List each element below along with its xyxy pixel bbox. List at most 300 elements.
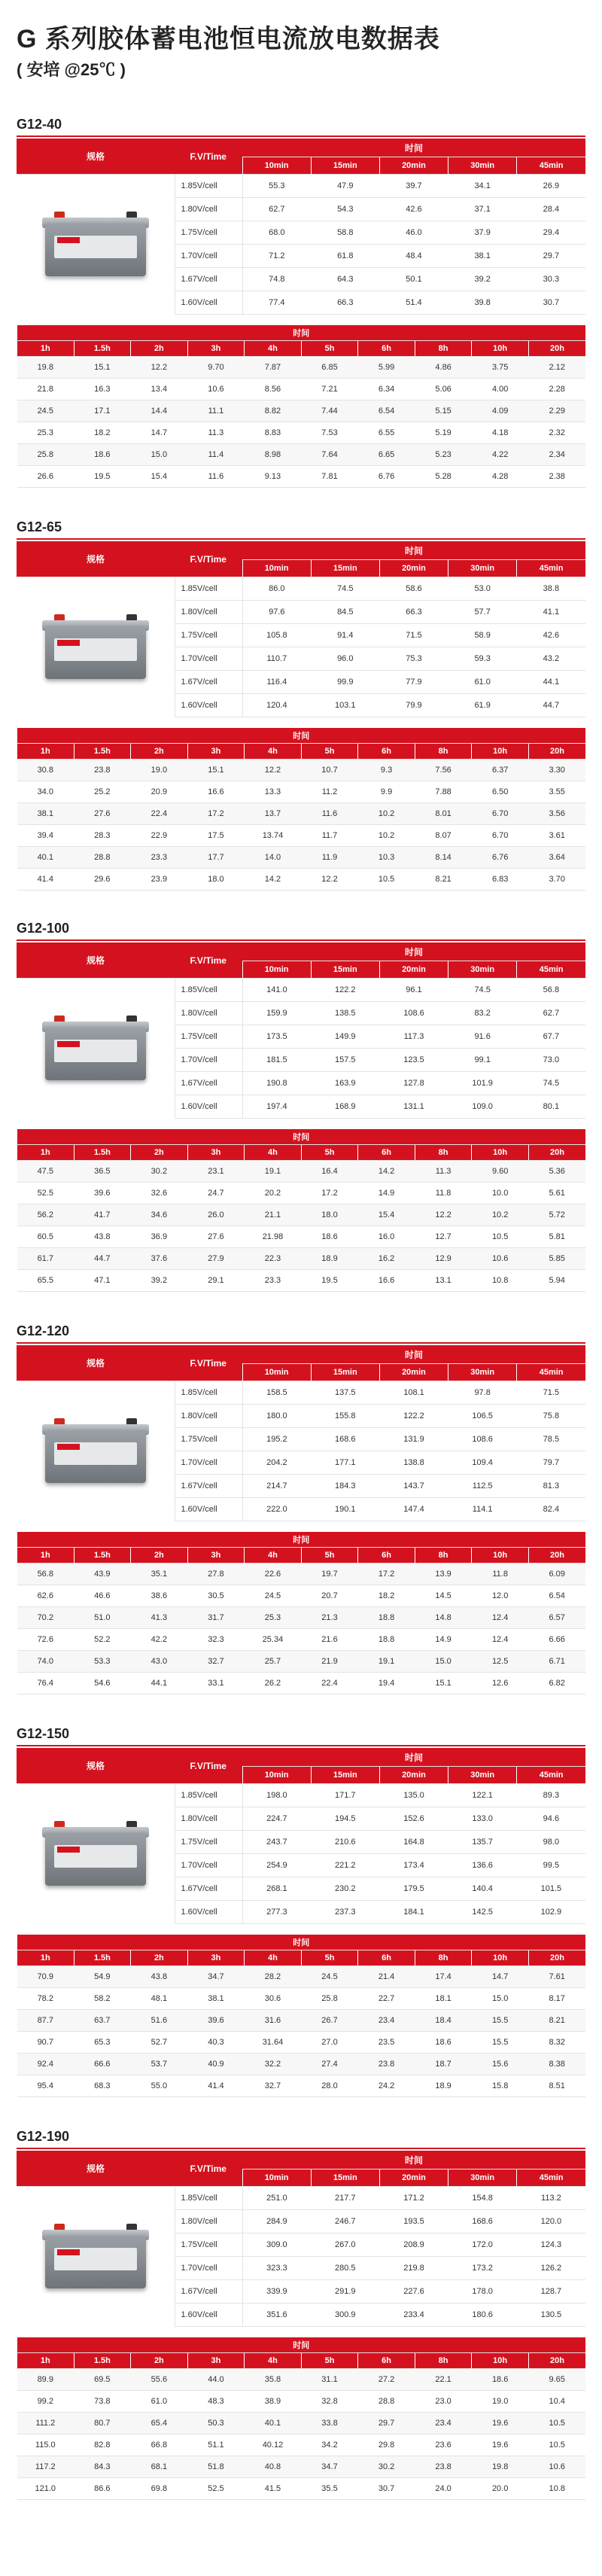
- table-cell: 37.6: [131, 1248, 188, 1270]
- table-cell: 6.37: [472, 760, 529, 781]
- table-cell: 15.1: [74, 357, 131, 379]
- table-cell: 72.6: [17, 1629, 74, 1651]
- table-cell: 18.6: [74, 444, 131, 466]
- table-cell: 14.2: [245, 869, 302, 891]
- table-cell: 30.7: [358, 2478, 415, 2500]
- table-cell: 28.3: [74, 825, 131, 847]
- table-cell: 3.56: [528, 803, 585, 825]
- table-cell: 27.2: [358, 2369, 415, 2391]
- table-cell: 323.3: [242, 2257, 311, 2280]
- table-cell: 34.1: [448, 175, 517, 198]
- column-header: 45min: [517, 560, 585, 577]
- table-cell: 99.1: [448, 1049, 517, 1072]
- table-cell: 82.8: [74, 2434, 131, 2456]
- table-cell: 32.2: [245, 2054, 302, 2075]
- voltage-label: 1.85V/cell: [175, 2187, 242, 2210]
- table-cell: 172.0: [448, 2233, 517, 2257]
- table-cell: 30.5: [187, 1585, 245, 1607]
- table-cell: 17.2: [301, 1183, 358, 1204]
- column-header: 3h: [187, 744, 245, 760]
- table-cell: 19.0: [131, 760, 188, 781]
- table-cell: 95.4: [17, 2075, 74, 2097]
- table-cell: 7.81: [301, 466, 358, 488]
- table-cell: 180.6: [448, 2303, 517, 2327]
- table-cell: 11.6: [301, 803, 358, 825]
- table-cell: 173.2: [448, 2257, 517, 2280]
- voltage-label: 1.70V/cell: [175, 1049, 242, 1072]
- table-cell: 16.2: [358, 1248, 415, 1270]
- column-header: 5h: [301, 1145, 358, 1161]
- table-row: [17, 2456, 586, 2478]
- column-header: 15min: [311, 157, 379, 175]
- table-cell: 77.4: [242, 291, 311, 315]
- table-cell: 9.65: [528, 2369, 585, 2391]
- short-discharge-table: [17, 1345, 585, 1521]
- table-cell: 9.70: [187, 357, 245, 379]
- voltage-label: 1.67V/cell: [175, 1877, 242, 1901]
- table-cell: 195.2: [242, 1428, 311, 1451]
- table-cell: 115.0: [17, 2434, 74, 2456]
- table-cell: 114.1: [448, 1498, 517, 1521]
- table-cell: 86.6: [74, 2478, 131, 2500]
- table-cell: 131.9: [379, 1428, 448, 1451]
- table-cell: 159.9: [242, 1002, 311, 1025]
- short-discharge-table: [17, 942, 585, 1119]
- column-header: 20h: [528, 744, 585, 760]
- table-cell: 57.7: [448, 601, 517, 624]
- table-cell: 128.7: [517, 2280, 585, 2303]
- column-header: 8h: [415, 744, 472, 760]
- table-cell: 53.3: [74, 1651, 131, 1673]
- table-cell: 6.34: [358, 379, 415, 400]
- table-cell: 233.4: [379, 2303, 448, 2327]
- column-header: 6h: [358, 1950, 415, 1966]
- voltage-label: 1.75V/cell: [175, 2233, 242, 2257]
- table-cell: 99.9: [311, 671, 379, 694]
- table-cell: 54.9: [74, 1966, 131, 1988]
- table-cell: 27.0: [301, 2032, 358, 2054]
- time-header: 时间: [242, 2151, 585, 2170]
- table-cell: 219.8: [379, 2257, 448, 2280]
- table-cell: 55.0: [131, 2075, 188, 2097]
- table-cell: 32.3: [187, 1629, 245, 1651]
- table-cell: 10.5: [528, 2413, 585, 2434]
- table-cell: 28.4: [517, 198, 585, 221]
- table-cell: 140.4: [448, 1877, 517, 1901]
- voltage-label: 1.75V/cell: [175, 1428, 242, 1451]
- table-cell: 171.2: [379, 2187, 448, 2210]
- column-header: 3h: [187, 1548, 245, 1564]
- column-header: 45min: [517, 1364, 585, 1381]
- table-cell: 24.7: [187, 1183, 245, 1204]
- table-cell: 163.9: [311, 1072, 379, 1095]
- table-cell: 79.7: [517, 1451, 585, 1475]
- table-cell: 81.3: [517, 1475, 585, 1498]
- table-cell: 18.2: [74, 422, 131, 444]
- table-cell: 2.28: [528, 379, 585, 400]
- table-cell: 10.8: [472, 1270, 529, 1292]
- table-cell: 96.0: [311, 647, 379, 671]
- table-cell: 28.8: [74, 847, 131, 869]
- time-header: 时间: [17, 325, 586, 341]
- table-cell: 31.7: [187, 1607, 245, 1629]
- table-cell: 56.8: [17, 1564, 74, 1585]
- table-cell: 268.1: [242, 1877, 311, 1901]
- table-cell: 99.2: [17, 2391, 74, 2413]
- table-cell: 68.1: [131, 2456, 188, 2478]
- table-cell: 12.2: [245, 760, 302, 781]
- table-cell: 38.1: [187, 1988, 245, 2010]
- table-cell: 291.9: [311, 2280, 379, 2303]
- column-header: 10min: [242, 1767, 311, 1784]
- long-discharge-table: [17, 2337, 585, 2500]
- table-cell: 54.6: [74, 1673, 131, 1694]
- table-cell: 41.4: [187, 2075, 245, 2097]
- table-cell: 42.6: [517, 624, 585, 647]
- table-cell: 12.2: [301, 869, 358, 891]
- model-section: [17, 1722, 585, 2097]
- model-name: G12-120: [17, 1323, 70, 1338]
- time-header: 时间: [17, 1935, 586, 1950]
- table-cell: 67.7: [517, 1025, 585, 1049]
- table-cell: 12.0: [472, 1585, 529, 1607]
- table-cell: 29.7: [358, 2413, 415, 2434]
- long-discharge-table: [17, 728, 585, 891]
- table-cell: 14.0: [245, 847, 302, 869]
- table-cell: 44.1: [131, 1673, 188, 1694]
- column-header: 15min: [311, 560, 379, 577]
- table-cell: 18.7: [415, 2054, 472, 2075]
- table-cell: 23.3: [245, 1270, 302, 1292]
- table-cell: 80.1: [517, 1095, 585, 1119]
- table-cell: 19.7: [301, 1564, 358, 1585]
- table-cell: 51.4: [379, 291, 448, 315]
- table-cell: 29.4: [517, 221, 585, 245]
- table-cell: 18.4: [415, 2010, 472, 2032]
- voltage-label: 1.67V/cell: [175, 2280, 242, 2303]
- table-cell: 4.28: [472, 466, 529, 488]
- table-cell: 71.2: [242, 245, 311, 268]
- table-cell: 74.8: [242, 268, 311, 291]
- table-cell: 6.09: [528, 1564, 585, 1585]
- table-cell: 168.6: [448, 2210, 517, 2233]
- column-header: 20h: [528, 2353, 585, 2369]
- battery-image: [17, 1381, 175, 1521]
- table-cell: 8.51: [528, 2075, 585, 2097]
- table-cell: 227.6: [379, 2280, 448, 2303]
- table-cell: 18.1: [415, 1988, 472, 2010]
- table-cell: 64.3: [311, 268, 379, 291]
- table-cell: 138.5: [311, 1002, 379, 1025]
- time-header: 时间: [242, 942, 585, 961]
- table-cell: 10.6: [528, 2456, 585, 2478]
- table-cell: 48.3: [187, 2391, 245, 2413]
- table-cell: 5.15: [415, 400, 472, 422]
- divider: [17, 135, 585, 137]
- column-header: 1.5h: [74, 341, 131, 357]
- column-header: 10min: [242, 961, 311, 979]
- table-cell: 43.9: [74, 1564, 131, 1585]
- table-cell: 5.81: [528, 1226, 585, 1248]
- time-header: 时间: [242, 541, 585, 560]
- table-cell: 43.8: [74, 1226, 131, 1248]
- time-header: 时间: [17, 1532, 586, 1548]
- table-cell: 87.7: [17, 2010, 74, 2032]
- table-cell: 25.34: [245, 1629, 302, 1651]
- column-header: 10h: [472, 1950, 529, 1966]
- table-cell: 22.3: [245, 1248, 302, 1270]
- table-cell: 62.7: [517, 1002, 585, 1025]
- table-cell: 8.83: [245, 422, 302, 444]
- table-cell: 7.87: [245, 357, 302, 379]
- table-cell: 173.4: [379, 1854, 448, 1877]
- table-cell: 50.1: [379, 268, 448, 291]
- table-cell: 37.9: [448, 221, 517, 245]
- column-header: 6h: [358, 744, 415, 760]
- divider: [17, 1342, 585, 1344]
- table-cell: 42.6: [379, 198, 448, 221]
- table-cell: 101.9: [448, 1072, 517, 1095]
- column-header: 5h: [301, 2353, 358, 2369]
- table-cell: 61.0: [448, 671, 517, 694]
- table-cell: 8.21: [528, 2010, 585, 2032]
- table-cell: 10.5: [472, 1226, 529, 1248]
- table-cell: 31.6: [245, 2010, 302, 2032]
- table-cell: 123.5: [379, 1049, 448, 1072]
- table-cell: 23.4: [415, 2413, 472, 2434]
- table-cell: 80.7: [74, 2413, 131, 2434]
- table-cell: 40.1: [245, 2413, 302, 2434]
- table-cell: 74.5: [448, 979, 517, 1002]
- voltage-label: 1.80V/cell: [175, 198, 242, 221]
- column-header: 10min: [242, 157, 311, 175]
- table-cell: 149.9: [311, 1025, 379, 1049]
- model-name: G12-190: [17, 2129, 70, 2144]
- table-cell: 7.88: [415, 781, 472, 803]
- table-cell: 21.6: [301, 1629, 358, 1651]
- table-cell: 73.0: [517, 1049, 585, 1072]
- voltage-label: 1.80V/cell: [175, 601, 242, 624]
- table-row: [17, 1564, 586, 1585]
- table-cell: 8.01: [415, 803, 472, 825]
- table-cell: 10.2: [358, 825, 415, 847]
- table-cell: 339.9: [242, 2280, 311, 2303]
- table-cell: 14.7: [472, 1966, 529, 1988]
- table-row: [17, 2413, 586, 2434]
- table-cell: 18.6: [301, 1226, 358, 1248]
- voltage-label: 1.80V/cell: [175, 1807, 242, 1831]
- table-cell: 103.1: [311, 694, 379, 717]
- table-cell: 7.21: [301, 379, 358, 400]
- column-header: 6h: [358, 1548, 415, 1564]
- column-header: 20h: [528, 1145, 585, 1161]
- column-header: 2h: [131, 1145, 188, 1161]
- table-cell: 22.9: [131, 825, 188, 847]
- table-row: [17, 979, 585, 1002]
- table-cell: 112.5: [448, 1475, 517, 1498]
- table-cell: 11.8: [415, 1183, 472, 1204]
- table-cell: 111.2: [17, 2413, 74, 2434]
- voltage-label: 1.80V/cell: [175, 1002, 242, 1025]
- table-cell: 23.0: [415, 2391, 472, 2413]
- table-cell: 6.55: [358, 422, 415, 444]
- table-cell: 210.6: [311, 1831, 379, 1854]
- table-cell: 14.8: [415, 1607, 472, 1629]
- column-header: 6h: [358, 2353, 415, 2369]
- table-row: [17, 379, 586, 400]
- table-cell: 13.9: [415, 1564, 472, 1585]
- time-header: 时间: [242, 139, 585, 157]
- column-header: 2h: [131, 1548, 188, 1564]
- table-cell: 8.17: [528, 1988, 585, 2010]
- table-cell: 6.54: [358, 400, 415, 422]
- table-cell: 19.4: [358, 1673, 415, 1694]
- table-cell: 11.3: [187, 422, 245, 444]
- column-header: 1h: [17, 1548, 74, 1564]
- table-row: [17, 1651, 586, 1673]
- table-cell: 32.8: [301, 2391, 358, 2413]
- table-cell: 19.6: [472, 2413, 529, 2434]
- table-cell: 19.0: [472, 2391, 529, 2413]
- table-cell: 20.2: [245, 1183, 302, 1204]
- table-cell: 171.7: [311, 1784, 379, 1807]
- column-header: 45min: [517, 961, 585, 979]
- table-cell: 173.5: [242, 1025, 311, 1049]
- table-cell: 3.61: [528, 825, 585, 847]
- table-cell: 74.5: [517, 1072, 585, 1095]
- table-cell: 76.4: [17, 1673, 74, 1694]
- table-cell: 194.5: [311, 1807, 379, 1831]
- table-cell: 52.5: [17, 1183, 74, 1204]
- table-cell: 79.9: [379, 694, 448, 717]
- table-cell: 20.9: [131, 781, 188, 803]
- table-cell: 124.3: [517, 2233, 585, 2257]
- table-cell: 33.8: [301, 2413, 358, 2434]
- table-cell: 5.06: [415, 379, 472, 400]
- column-header: 15min: [311, 2170, 379, 2187]
- column-header: 20min: [379, 1767, 448, 1784]
- column-header: 6h: [358, 1145, 415, 1161]
- voltage-label: 1.75V/cell: [175, 624, 242, 647]
- table-cell: 48.1: [131, 1988, 188, 2010]
- table-cell: 8.21: [415, 869, 472, 891]
- column-header: 8h: [415, 1548, 472, 1564]
- table-cell: 15.0: [131, 444, 188, 466]
- table-cell: 55.3: [242, 175, 311, 198]
- table-cell: 12.5: [472, 1651, 529, 1673]
- table-cell: 4.09: [472, 400, 529, 422]
- table-cell: 116.4: [242, 671, 311, 694]
- column-header: 1h: [17, 744, 74, 760]
- table-cell: 39.6: [187, 2010, 245, 2032]
- table-cell: 61.0: [131, 2391, 188, 2413]
- table-row: [17, 1183, 586, 1204]
- table-cell: 40.8: [245, 2456, 302, 2478]
- table-cell: 19.5: [301, 1270, 358, 1292]
- table-cell: 20.7: [301, 1585, 358, 1607]
- table-cell: 222.0: [242, 1498, 311, 1521]
- table-cell: 52.5: [187, 2478, 245, 2500]
- column-header: 20min: [379, 157, 448, 175]
- column-header: 1h: [17, 341, 74, 357]
- table-row: [17, 2010, 586, 2032]
- table-cell: 8.38: [528, 2054, 585, 2075]
- table-cell: 284.9: [242, 2210, 311, 2233]
- table-row: [17, 444, 586, 466]
- table-cell: 38.9: [245, 2391, 302, 2413]
- column-header: 45min: [517, 157, 585, 175]
- table-cell: 96.1: [379, 979, 448, 1002]
- table-cell: 214.7: [242, 1475, 311, 1498]
- table-cell: 29.6: [74, 869, 131, 891]
- table-cell: 122.2: [379, 1405, 448, 1428]
- table-cell: 24.5: [245, 1585, 302, 1607]
- model-name: G12-65: [17, 519, 62, 534]
- voltage-label: 1.60V/cell: [175, 291, 242, 315]
- table-row: [17, 2478, 586, 2500]
- table-cell: 25.2: [74, 781, 131, 803]
- table-cell: 3.55: [528, 781, 585, 803]
- table-cell: 24.5: [301, 1966, 358, 1988]
- table-cell: 190.8: [242, 1072, 311, 1095]
- table-cell: 127.8: [379, 1072, 448, 1095]
- table-cell: 164.8: [379, 1831, 448, 1854]
- table-cell: 74.5: [311, 577, 379, 601]
- table-cell: 133.0: [448, 1807, 517, 1831]
- table-cell: 15.8: [472, 2075, 529, 2097]
- table-row: [17, 1629, 586, 1651]
- table-cell: 32.7: [187, 1651, 245, 1673]
- spec-header: 规格: [17, 942, 175, 979]
- table-cell: 351.6: [242, 2303, 311, 2327]
- table-cell: 18.6: [415, 2032, 472, 2054]
- column-header: 30min: [448, 1364, 517, 1381]
- column-header: 5h: [301, 1950, 358, 1966]
- table-cell: 23.6: [415, 2434, 472, 2456]
- table-cell: 55.6: [131, 2369, 188, 2391]
- table-cell: 15.6: [472, 2054, 529, 2075]
- table-cell: 109.4: [448, 1451, 517, 1475]
- table-cell: 61.9: [448, 694, 517, 717]
- page-subtitle: ( 安培 @25℃ ): [17, 60, 126, 79]
- table-cell: 4.86: [415, 357, 472, 379]
- table-cell: 47.1: [74, 1270, 131, 1292]
- table-cell: 35.1: [131, 1564, 188, 1585]
- table-cell: 113.2: [517, 2187, 585, 2210]
- short-discharge-table: [17, 2151, 585, 2327]
- table-cell: 141.0: [242, 979, 311, 1002]
- table-cell: 78.2: [17, 1988, 74, 2010]
- column-header: 1.5h: [74, 1548, 131, 1564]
- table-cell: 10.2: [472, 1204, 529, 1226]
- table-cell: 26.0: [187, 1204, 245, 1226]
- table-cell: 34.7: [187, 1966, 245, 1988]
- table-cell: 25.3: [245, 1607, 302, 1629]
- column-header: 10h: [472, 744, 529, 760]
- column-header: 15min: [311, 1767, 379, 1784]
- table-cell: 11.6: [187, 466, 245, 488]
- table-cell: 179.5: [379, 1877, 448, 1901]
- fv-time-header: F.V/Time: [175, 942, 242, 979]
- column-header: 2h: [131, 1950, 188, 1966]
- column-header: 4h: [245, 2353, 302, 2369]
- table-cell: 7.56: [415, 760, 472, 781]
- table-cell: 155.8: [311, 1405, 379, 1428]
- column-header: 20min: [379, 961, 448, 979]
- column-header: 1.5h: [74, 2353, 131, 2369]
- table-cell: 58.9: [448, 624, 517, 647]
- table-cell: 152.6: [379, 1807, 448, 1831]
